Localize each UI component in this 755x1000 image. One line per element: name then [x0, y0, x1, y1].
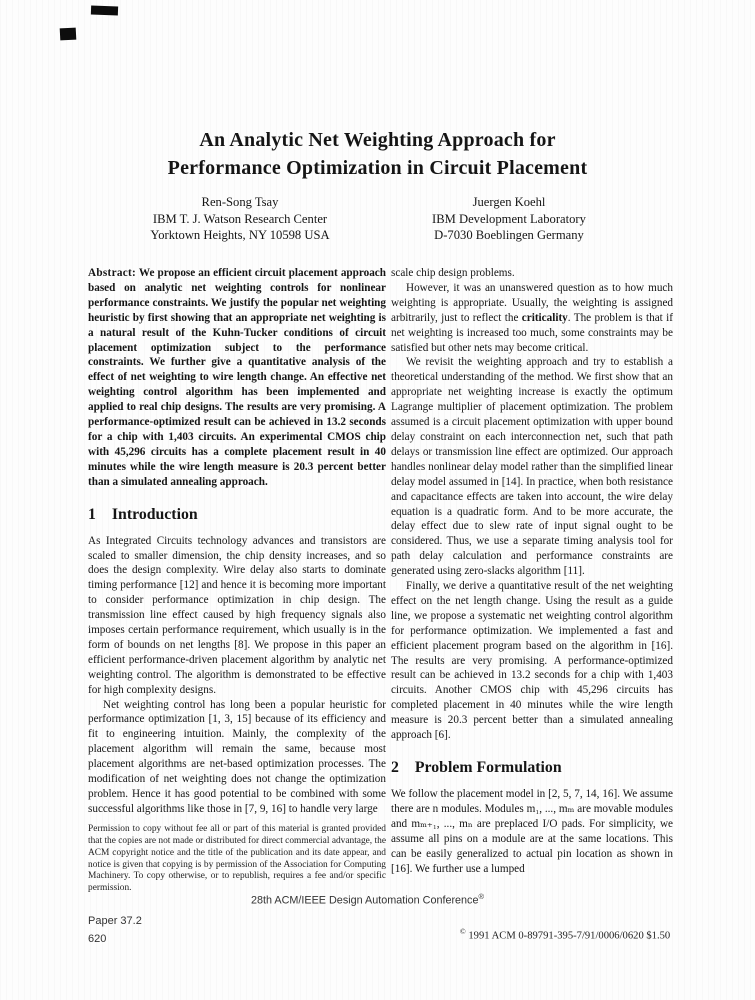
section-heading-introduction: [88, 505, 386, 524]
author-affiliation: IBM Development Laboratory: [432, 211, 586, 226]
author-block-2: [396, 194, 622, 244]
registered-trademark-symbol: ®: [478, 892, 484, 901]
scan-artifact: [91, 6, 118, 16]
paper-title-line1: An Analytic Net Weighting Approach for: [199, 129, 556, 151]
abstract-label: Abstract:: [88, 267, 137, 279]
body-paragraph: As Integrated Circuits technology advances and transistors are scaled to smaller dimension, the chip density increases, and so does the design complexity. Wire delay also starts to dominate timing performance [12] and hence it is becoming more important to consider performance optimization in chip design. The transmission line effect caused by high frequency signals also imposes certain performance requirement, which usually is in the form of bounds on net lengths [8]. We propose in this paper an efficient performance-driven placement algorithm by analytic net weighting control. The algorithm is demonstrated to be effective for high complexity designs.: [88, 534, 386, 696]
abstract-text: We propose an efficient circuit placement approach based on analytic net weighting controls for nonlinear performance constraints. We justify the popular net weighting heuristic by first showing that an appropriate net weighting is a natural result of the Kuhn-Tucker conditions of circuit placement optimization subject to the performance constraints. We further give a quantitative analysis of the effect of net weighting to wire length change. An effective net weighting control algorithm has been implemented and applied to real chip designs. The results are very promising. A performance-optimized result can be achieved in 13.2 seconds for a chip with 1,403 circuits. An experimental CMOS chip with 45,296 circuits has a complete placement result in 40 minutes while the wire length measure is 20.3 percent better than a simulated annealing approach.: [88, 267, 386, 488]
author-name: Juergen Koehl: [472, 195, 546, 209]
body-paragraph: [391, 281, 673, 356]
body-paragraph: scale chip design problems.: [391, 267, 515, 279]
author-name: Ren-Song Tsay: [201, 195, 279, 209]
author-block-1: [96, 194, 384, 244]
body-paragraph: We revisit the weighting approach and try to establish a theoretical understanding of the method. We first show that an appropriate net weighting increase is exactly the optimum Lagrange multiplier of placement optimization. The problem assumed is a circuit placement optimization with upper bound delay constraint on each interconnection net, such that path delays or transmission line effect are optimized. Our approach handles nonlinear delay model rather than the simplified linear delay model assumed in [14]. In practice, when both resistance and capacitance effects are taken into account, the wire delay equation is a quadratic form. And to be more accurate, the delay effect due to slew rate of input signal ought to be considered. Thus, we use a separate timing analysis tool for path delay calculation and performance constraints are generated using zero-slacks algorithm [11].: [391, 356, 673, 578]
emphasized-term: criticality: [521, 311, 568, 324]
copyright-line: [460, 927, 670, 942]
section-number: 2: [391, 759, 399, 776]
body-paragraph: Net weighting control has long been a popular heuristic for performance optimization [1, 3, 15] because of its efficiency and fit to engineering intuition. Mainly, the complexity of the placement algorithm will remain the same, because most placement algorithms are net-based optimization processes. The modification of net weighting does not change the optimization problem. Hence it has good potential to be combined with some successful algorithms like those in [7, 9, 16] to handle very large: [88, 698, 386, 815]
author-location: Yorktown Heights, NY 10598 USA: [150, 228, 330, 242]
abstract-paragraph: [88, 266, 386, 490]
paper-id-footer: [88, 912, 142, 948]
permission-footnote: Permission to copy without fee all or part of this material is granted provided that the copies are not made or distributed for direct commercial advantage, the ACM copyright notice and the title of the publication and its date appear, and notice is given that copying is by permission of the Association for Computing Machinery. To copy otherwise, or to republish, requires a fee and/or specific permission.: [88, 823, 386, 894]
left-column: [88, 266, 386, 905]
section-heading-problem-formulation: [391, 758, 673, 777]
author-location: D-7030 Boeblingen Germany: [434, 228, 584, 242]
body-paragraph: We follow the placement model in [2, 5, 7, 14, 16]. We assume there are n modules. Modules m₁, ..., mₘ are movable modules and mₘ₊₁, ..., mₙ are preplaced I/O pads. For simplicity, we assume all pins on a module are at the same locations. This can be easily generalized to actual pin location as shown in [16]. We further use a lumped: [391, 788, 673, 875]
right-column: [391, 266, 673, 876]
section-title: Problem Formulation: [414, 759, 562, 776]
paper-title: [0, 126, 755, 182]
section-title: Introduction: [111, 505, 198, 523]
body-paragraph: Finally, we derive a quantitative result of the net weighting effect on the net length change. Using the result as a guide line, we propose a systematic net weighting control algorithm for performance optimization. We implemented a fast and efficient placement program based on the algorithm in [16]. The results are very promising. A performance-optimized result can be achieved in 13.2 seconds for a chip with 1,403 circuits. Another CMOS chip with 45,296 circuits has completed placement in 40 minutes while the wire length measure is 20.3 percent better than a simulated annealing approach [6].: [391, 580, 673, 742]
paper-number: Paper 37.2: [88, 915, 142, 927]
copyright-symbol: ©: [460, 927, 466, 936]
paragraph-text: . The problem is that if net weighting is increased too much, some constraints may be satisfied but other nets may become critical.: [391, 311, 673, 354]
copyright-text: 1991 ACM 0-89791-395-7/91/0006/0620 $1.50: [465, 930, 671, 942]
conference-footer: [251, 892, 484, 907]
page-number: 620: [88, 933, 107, 945]
paragraph-text: However, it was an unanswered question as to how much weighting is appropriate. Usually, the weighting is assigned arbitrarily, just to reflect the: [391, 281, 673, 324]
conference-name: 28th ACM/IEEE Design Automation Conference: [251, 894, 479, 907]
scan-artifact: [60, 28, 77, 41]
author-affiliation: IBM T. J. Watson Research Center: [152, 211, 328, 226]
paper-title-line2: Performance Optimization in Circuit Placement: [167, 157, 588, 179]
section-number: 1: [88, 505, 96, 523]
